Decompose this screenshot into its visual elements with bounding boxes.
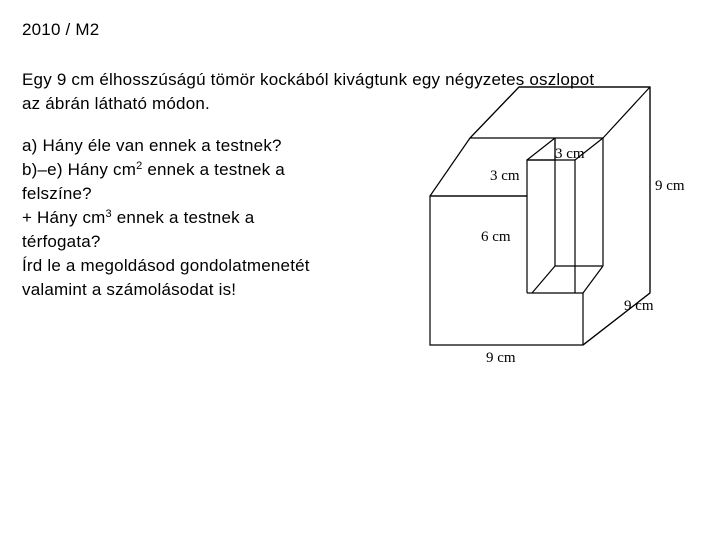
- question-edges: a) Hány éle van ennek a testnek?: [22, 136, 282, 155]
- top-left-diagonal: [470, 87, 519, 138]
- question-surface-exponent: 2: [136, 160, 143, 172]
- instruction-line-1: Írd le a megoldásod gondolatmenetét: [22, 256, 310, 275]
- label-top-cut-depth: 3 cm: [490, 168, 520, 184]
- label-inner-height: 6 cm: [481, 229, 511, 245]
- cut-floor-left-diag: [532, 266, 555, 293]
- top-right-diagonal: [603, 87, 650, 138]
- label-top-cut-width: 3 cm: [555, 146, 585, 162]
- cut-left-diag: [527, 138, 555, 160]
- question-volume-suffix: ennek a testnek a: [111, 208, 255, 227]
- label-bottom-depth: 9 cm: [624, 298, 654, 314]
- label-right-height: 9 cm: [655, 178, 685, 194]
- question-volume-line-2: térfogata?: [22, 232, 101, 251]
- question-surface-prefix: b)–e) Hány cm: [22, 160, 137, 179]
- instruction-line-2: valamint a számolásodat is!: [22, 280, 237, 299]
- intro-line-1: Egy 9 cm élhosszúságú tömör kockából kivágtunk egy négyzetes oszlopot: [22, 70, 595, 89]
- page-title: 2010 / M2: [22, 20, 100, 39]
- top-left-to-front: [430, 138, 470, 196]
- question-volume-prefix: + Hány cm: [22, 208, 106, 227]
- cut-floor-right-diag: [583, 266, 603, 293]
- label-bottom-width: 9 cm: [486, 350, 516, 366]
- intro-line-2: az ábrán látható módon.: [22, 94, 210, 113]
- question-surface-suffix: ennek a testnek a: [142, 160, 285, 179]
- question-surface-line-2: felszíne?: [22, 184, 92, 203]
- cube-outline: [430, 87, 650, 345]
- question-volume-exponent: 3: [105, 208, 112, 220]
